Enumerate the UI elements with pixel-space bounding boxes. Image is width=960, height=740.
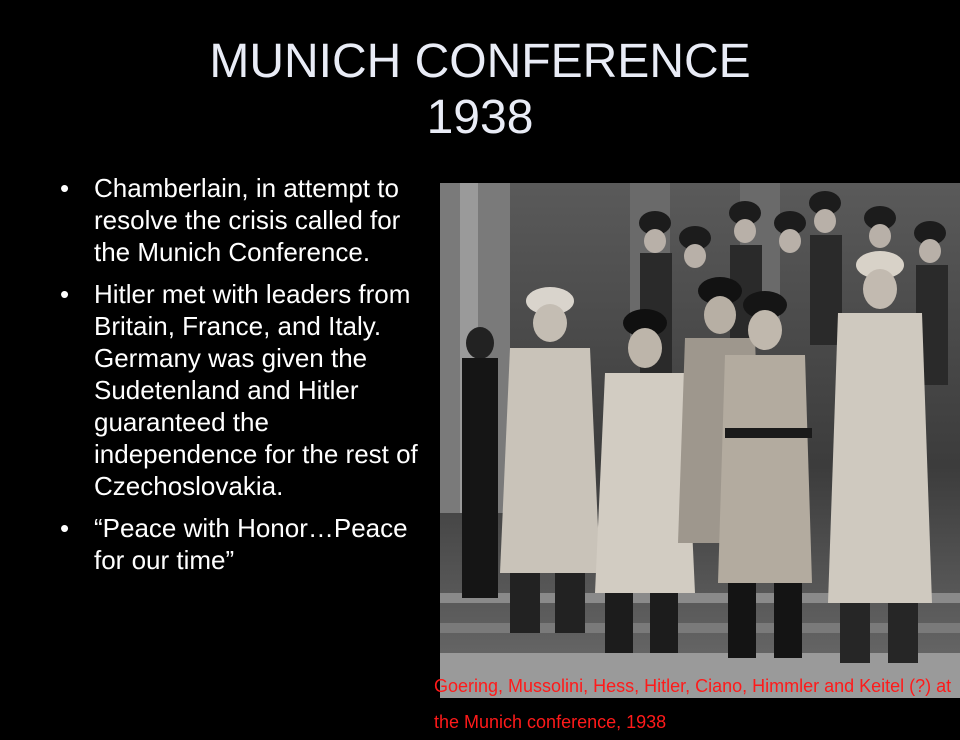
slide-title (60, 34, 900, 146)
bullet-item (56, 512, 436, 576)
photo-caption: Goering, Mussolini, Hess, Hitler, Ciano, Himmler and Keitel (?) at the Munich conference, 1938 (434, 676, 952, 732)
bullet-list (56, 172, 436, 586)
bullet-text: Chamberlain, in attempt to resolve the crisis called for the Munich Conference. (94, 173, 401, 267)
bullet-icon: • (60, 173, 70, 203)
title-line-2: 1938 (426, 91, 534, 144)
bullet-item (56, 278, 436, 502)
bullet-icon: • (60, 513, 70, 543)
bullet-icon: • (60, 279, 70, 309)
bullet-text: “Peace with Honor…Peace for our time” (94, 513, 408, 575)
bullet-text: Hitler met with leaders from Britain, France, and Italy. Germany was given the Sudetenland and Hitler guaranteed the independence for the rest of Czechoslovakia. (94, 279, 418, 501)
group-photo-icon (440, 183, 960, 698)
title-line-1: MUNICH CONFERENCE (209, 35, 751, 88)
group-photo (440, 183, 960, 698)
bullet-item (56, 172, 436, 268)
